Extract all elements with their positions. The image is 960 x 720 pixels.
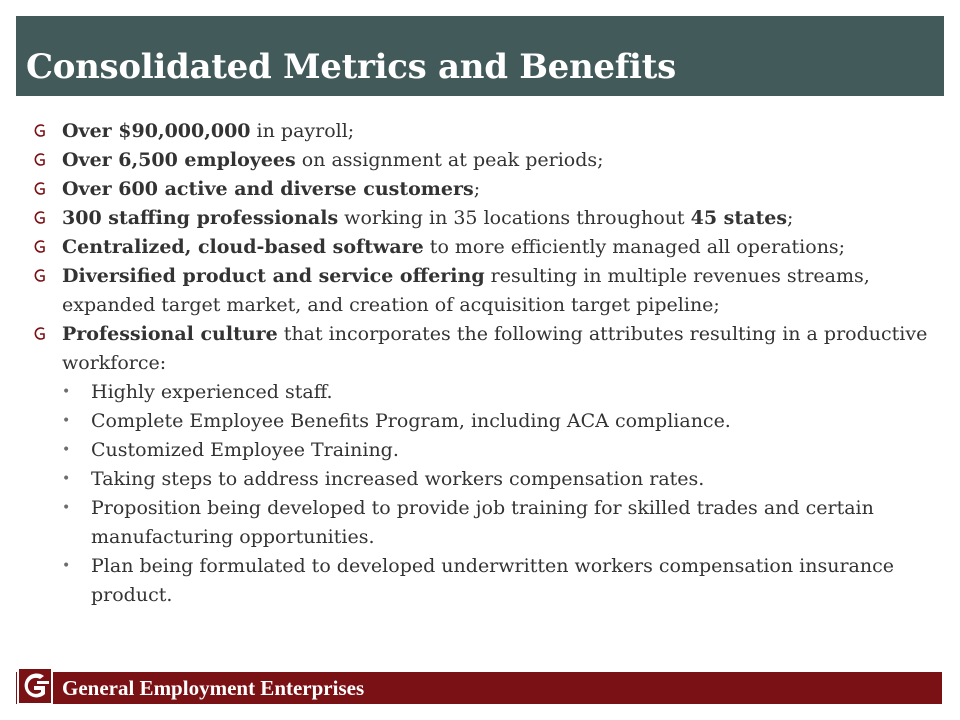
sub-bullet-text: Plan being formulated to developed underwritten workers compensation insurance product.: [91, 555, 894, 606]
bullet-emphasis: Over $90,000,000: [62, 120, 251, 142]
bullet-text: on assignment at peak periods;: [295, 149, 604, 171]
bullet-dot-icon: •: [62, 413, 71, 429]
bullet-dot-icon: •: [62, 384, 71, 400]
bullet-text: ;: [473, 178, 481, 200]
bullet-marker-icon: [32, 267, 48, 285]
bullet-item: [30, 146, 948, 175]
sub-bullet-list: [62, 378, 948, 610]
bullet-marker-icon: [32, 122, 48, 140]
bullet-marker-icon: [32, 238, 48, 256]
bullet-emphasis: Diversified product and service offering: [62, 265, 485, 287]
bullet-list: [30, 117, 948, 610]
bullet-item: [30, 175, 948, 204]
bullet-emphasis: 300 staffing professionals: [62, 207, 339, 229]
bullet-text: that incorporates the following attributes resulting in a productive workforce:: [62, 323, 928, 374]
bullet-dot-icon: •: [62, 500, 71, 516]
sub-bullet-item: [62, 436, 948, 465]
page-title: Consolidated Metrics and Benefits: [26, 47, 676, 87]
sub-bullet-text: Proposition being developed to provide job training for skilled trades and certain manufacturing opportunities.: [91, 497, 874, 548]
sub-bullet-item: [62, 378, 948, 407]
bullet-marker-icon: [32, 151, 48, 169]
bullet-item: [30, 320, 948, 610]
bullet-text: in payroll;: [250, 120, 355, 142]
sub-bullet-item: [62, 407, 948, 436]
bullet-item: [30, 262, 948, 320]
bullet-dot-icon: •: [62, 442, 71, 458]
sub-bullet-item: [62, 552, 948, 610]
company-name: General Employment Enterprises: [62, 676, 365, 700]
title-bar: [16, 16, 944, 96]
bullet-text: to more efficiently managed all operations;: [423, 236, 846, 258]
bullet-emphasis: 45 states: [690, 207, 788, 229]
bullet-text: resulting in multiple revenues streams, expanded target market, and creation of acquisition target pipeline;: [62, 265, 870, 316]
bullet-text: working in 35 locations throughout: [338, 207, 691, 229]
bullet-dot-icon: •: [62, 471, 71, 487]
bullet-marker-icon: [32, 325, 48, 343]
bullet-emphasis: Professional culture: [62, 323, 278, 345]
bullet-marker-icon: [32, 209, 48, 227]
bullet-item: [30, 117, 948, 146]
sub-bullet-text: Highly experienced staff.: [91, 381, 333, 403]
bullet-item: [30, 233, 948, 262]
bullet-item: [30, 204, 948, 233]
bullet-emphasis: Centralized, cloud-based software: [62, 236, 424, 258]
sub-bullet-item: [62, 465, 948, 494]
bullet-emphasis: Over 6,500 employees: [62, 149, 296, 171]
sub-bullet-text: Complete Employee Benefits Program, including ACA compliance.: [91, 410, 731, 432]
company-logo-icon: [17, 667, 53, 705]
sub-bullet-text: Customized Employee Training.: [91, 439, 399, 461]
sub-bullet-text: Taking steps to address increased workers compensation rates.: [91, 468, 705, 490]
bullet-marker-icon: [32, 180, 48, 198]
bullet-dot-icon: •: [62, 558, 71, 574]
content-area: [30, 117, 948, 610]
bullet-text: ;: [787, 207, 794, 229]
bullet-emphasis: Over 600 active and diverse customers: [62, 178, 474, 200]
sub-bullet-item: [62, 494, 948, 552]
